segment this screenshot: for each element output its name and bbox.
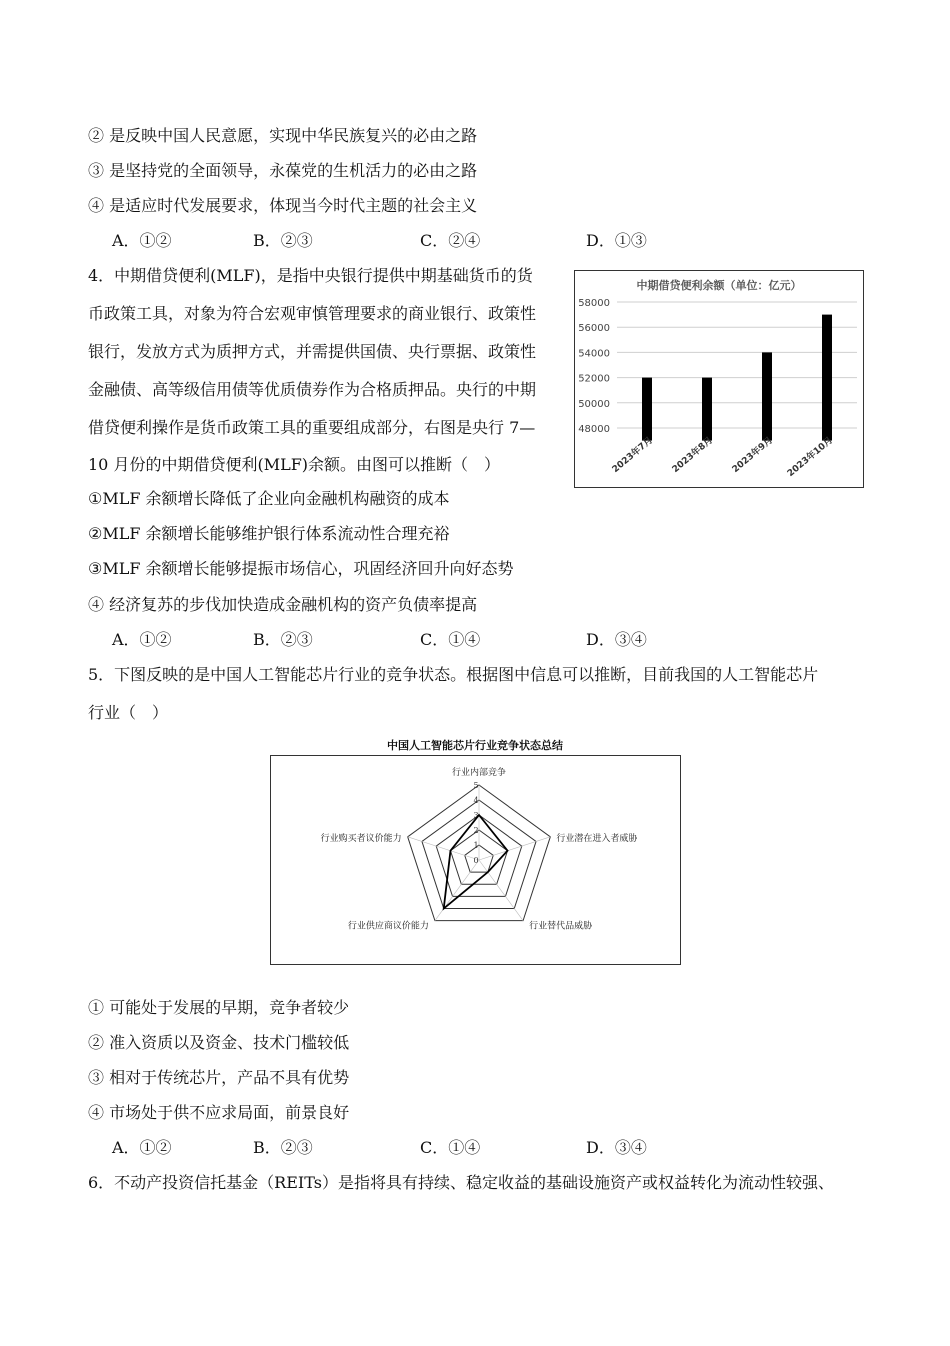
q4-stem-line: 金融债、高等级信用债等优质债券作为合格质押品。央行的中期: [88, 380, 537, 399]
y-tick-label: 48000: [578, 424, 610, 435]
q5-option-a[interactable]: A．①②: [112, 1138, 172, 1157]
mlf-bar-chart-svg: [575, 271, 863, 487]
q3-option-d[interactable]: D．①③: [586, 231, 647, 250]
q5-item-2: ② 准入资质以及资金、技术门槛较低: [88, 1033, 350, 1052]
q4-stem-line: 借贷便利操作是货币政策工具的重要组成部分，右图是央行 7—: [88, 418, 536, 437]
bar: [762, 352, 772, 440]
q4-option-c[interactable]: C．①④: [420, 630, 481, 649]
q5-option-d[interactable]: D．③④: [586, 1138, 647, 1157]
q5-item-3: ③ 相对于传统芯片，产品不具有优势: [88, 1068, 350, 1087]
y-tick-label: 50000: [578, 398, 610, 410]
mlf-chart-title: 中期借贷便利余额（单位：亿元）: [636, 279, 802, 292]
q4-stem-line: 4．中期借贷便利(MLF)，是指中央银行提供中期基础货币的货: [88, 266, 533, 285]
q6-stem-line: 6．不动产投资信托基金（REITs）是指将具有持续、稳定收益的基础设施资产或权益转化为流动性较强、: [88, 1173, 834, 1192]
x-tick-label: 2023年7月: [610, 435, 655, 475]
q4-option-a[interactable]: A．①②: [112, 630, 172, 649]
q5-item-1: ① 可能处于发展的早期，竞争者较少: [88, 998, 350, 1017]
q4-stem-line: 10 月份的中期借贷便利(MLF)余额。由图可以推断（ ）: [88, 455, 501, 474]
q5-stem-line: 5．下图反映的是中国人工智能芯片行业的竞争状态。根据图中信息可以推断，目前我国的人工智能芯片: [88, 665, 819, 684]
radar-chart-svg: [271, 756, 680, 964]
q4-item-4: ④ 经济复苏的步伐加快造成金融机构的资产负债率提高: [88, 595, 478, 614]
q4-stem-line: 银行，发放方式为质押方式，并需提供国债、央行票据、政策性: [88, 342, 537, 361]
q4-item-2: ②MLF 余额增长能够维护银行体系流动性合理充裕: [88, 524, 450, 543]
y-tick-label: 58000: [578, 298, 610, 309]
radar-tick-label: 5: [473, 781, 479, 790]
radar-axis-label: 行业购买者议价能力: [320, 833, 402, 844]
q5-item-4: ④ 市场处于供不应求局面，前景良好: [88, 1103, 350, 1122]
bar: [702, 378, 712, 441]
q3-option-c[interactable]: C．②④: [420, 231, 481, 250]
radar-chart: [270, 755, 681, 965]
y-tick-label: 56000: [578, 323, 610, 335]
radar-axis-label: 行业替代品威胁: [529, 921, 593, 932]
x-tick-label: 2023年10月: [785, 435, 835, 480]
radar-axis-label: 行业供应商议价能力: [347, 921, 429, 932]
q3-item-4: ④ 是适应时代发展要求，体现当今时代主题的社会主义: [88, 196, 478, 215]
radar-tick-label: 2: [473, 826, 479, 835]
radar-axis-label: 行业潜在进入者威胁: [556, 833, 638, 844]
bar: [642, 378, 652, 441]
q5-stem-line: 行业（ ）: [88, 703, 169, 722]
radar-tick-label: 4: [473, 796, 479, 805]
q3-option-b[interactable]: B．②③: [253, 231, 313, 250]
radar-tick-label: 0: [473, 856, 479, 865]
q4-option-d[interactable]: D．③④: [586, 630, 647, 649]
radar-axis-label: 行业内部竞争: [451, 768, 507, 778]
q5-option-c[interactable]: C．①④: [420, 1138, 481, 1157]
q4-option-b[interactable]: B．②③: [253, 630, 313, 649]
q5-option-b[interactable]: B．②③: [253, 1138, 313, 1157]
bar: [822, 315, 832, 441]
q4-stem-line: 币政策工具，对象为符合宏观审慎管理要求的商业银行、政策性: [88, 304, 537, 323]
q3-item-2: ② 是反映中国人民意愿，实现中华民族复兴的必由之路: [88, 126, 478, 145]
y-tick-label: 54000: [578, 348, 610, 360]
radar-tick-label: 3: [473, 811, 479, 820]
mlf-chart: [574, 270, 864, 488]
q3-item-3: ③ 是坚持党的全面领导，永葆党的生机活力的必由之路: [88, 161, 478, 180]
x-tick-label: 2023年9月: [730, 435, 775, 475]
q4-item-1: ①MLF 余额增长降低了企业向金融机构融资的成本: [88, 489, 450, 508]
q3-option-a[interactable]: A．①②: [112, 231, 172, 250]
radar-chart-title: 中国人工智能芯片行业竞争状态总结: [387, 739, 563, 752]
radar-tick-label: 1: [473, 841, 479, 850]
x-tick-label: 2023年8月: [670, 435, 715, 475]
y-tick-label: 52000: [578, 373, 610, 385]
q4-item-3: ③MLF 余额增长能够提振市场信心，巩固经济回升向好态势: [88, 559, 514, 578]
